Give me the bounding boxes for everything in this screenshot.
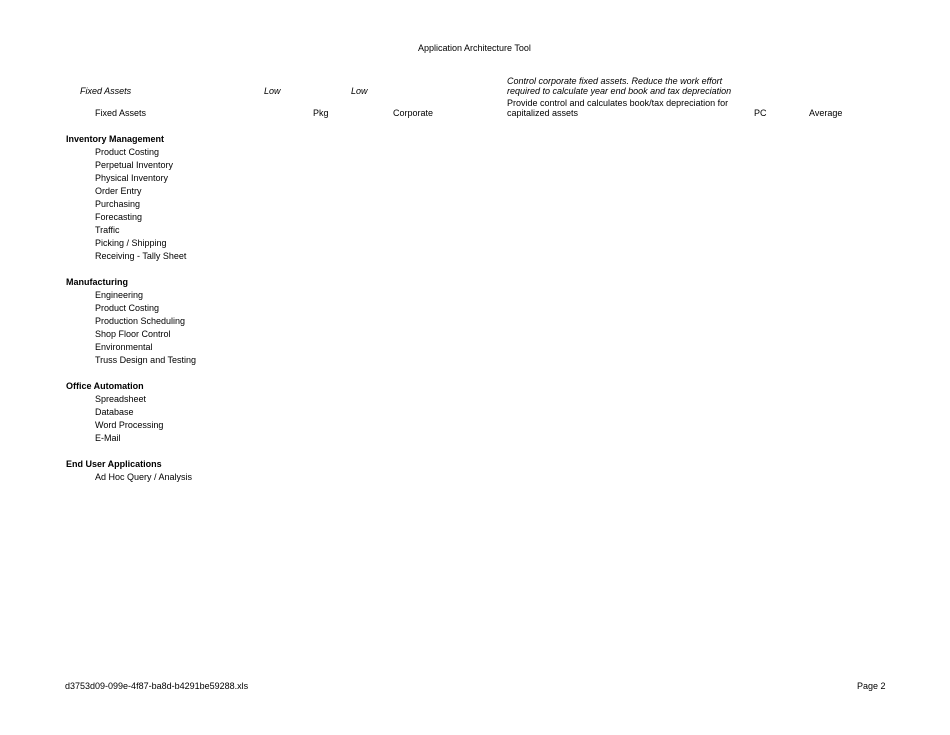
list-item: Ad Hoc Query / Analysis — [95, 472, 193, 482]
fixed-assets-detail-scope: Corporate — [393, 108, 434, 118]
list-item: Traffic — [95, 225, 120, 235]
list-item: Purchasing — [95, 199, 141, 209]
list-item: Truss Design and Testing — [95, 355, 197, 365]
list-item: Forecasting — [95, 212, 143, 222]
list-item: Shop Floor Control — [95, 329, 171, 339]
list-item: Picking / Shipping — [95, 238, 167, 248]
list-item: Product Costing — [95, 147, 160, 157]
fixed-assets-summary-name: Fixed Assets — [80, 86, 132, 96]
list-item: Receiving - Tally Sheet — [95, 251, 187, 261]
page-title: Application Architecture Tool — [418, 43, 531, 53]
footer-filename: d3753d09-099e-4f87-ba8d-b4291be59288.xls — [65, 681, 249, 691]
fixed-assets-summary-value2: Low — [351, 86, 368, 96]
list-item: Production Scheduling — [95, 316, 186, 326]
section-heading-inventory-management: Inventory Management — [66, 134, 165, 144]
fixed-assets-summary-description: Control corporate fixed assets. Reduce the work effort required to calculate year end book and tax depreciation — [507, 76, 732, 96]
list-item: Perpetual Inventory — [95, 160, 174, 170]
list-item: Order Entry — [95, 186, 142, 196]
fixed-assets-detail-name: Fixed Assets — [95, 108, 147, 118]
list-item: Database — [95, 407, 134, 417]
footer-page-number: Page 2 — [857, 681, 886, 691]
fixed-assets-detail-description: Provide control and calculates book/tax depreciation for capitalized assets — [507, 98, 729, 118]
list-item: E-Mail — [95, 433, 121, 443]
fixed-assets-detail-type: Pkg — [313, 108, 329, 118]
list-item: Engineering — [95, 290, 144, 300]
list-item: Physical Inventory — [95, 173, 169, 183]
fixed-assets-summary-value1: Low — [264, 86, 281, 96]
section-heading-manufacturing: Manufacturing — [66, 277, 128, 287]
list-item: Spreadsheet — [95, 394, 147, 404]
list-item: Product Costing — [95, 303, 160, 313]
fixed-assets-detail-rating: Average — [809, 108, 843, 118]
list-item: Word Processing — [95, 420, 164, 430]
fixed-assets-detail-platform: PC — [754, 108, 767, 118]
section-heading-end-user-applications: End User Applications — [66, 459, 162, 469]
section-heading-office-automation: Office Automation — [66, 381, 144, 391]
list-item: Environmental — [95, 342, 153, 352]
